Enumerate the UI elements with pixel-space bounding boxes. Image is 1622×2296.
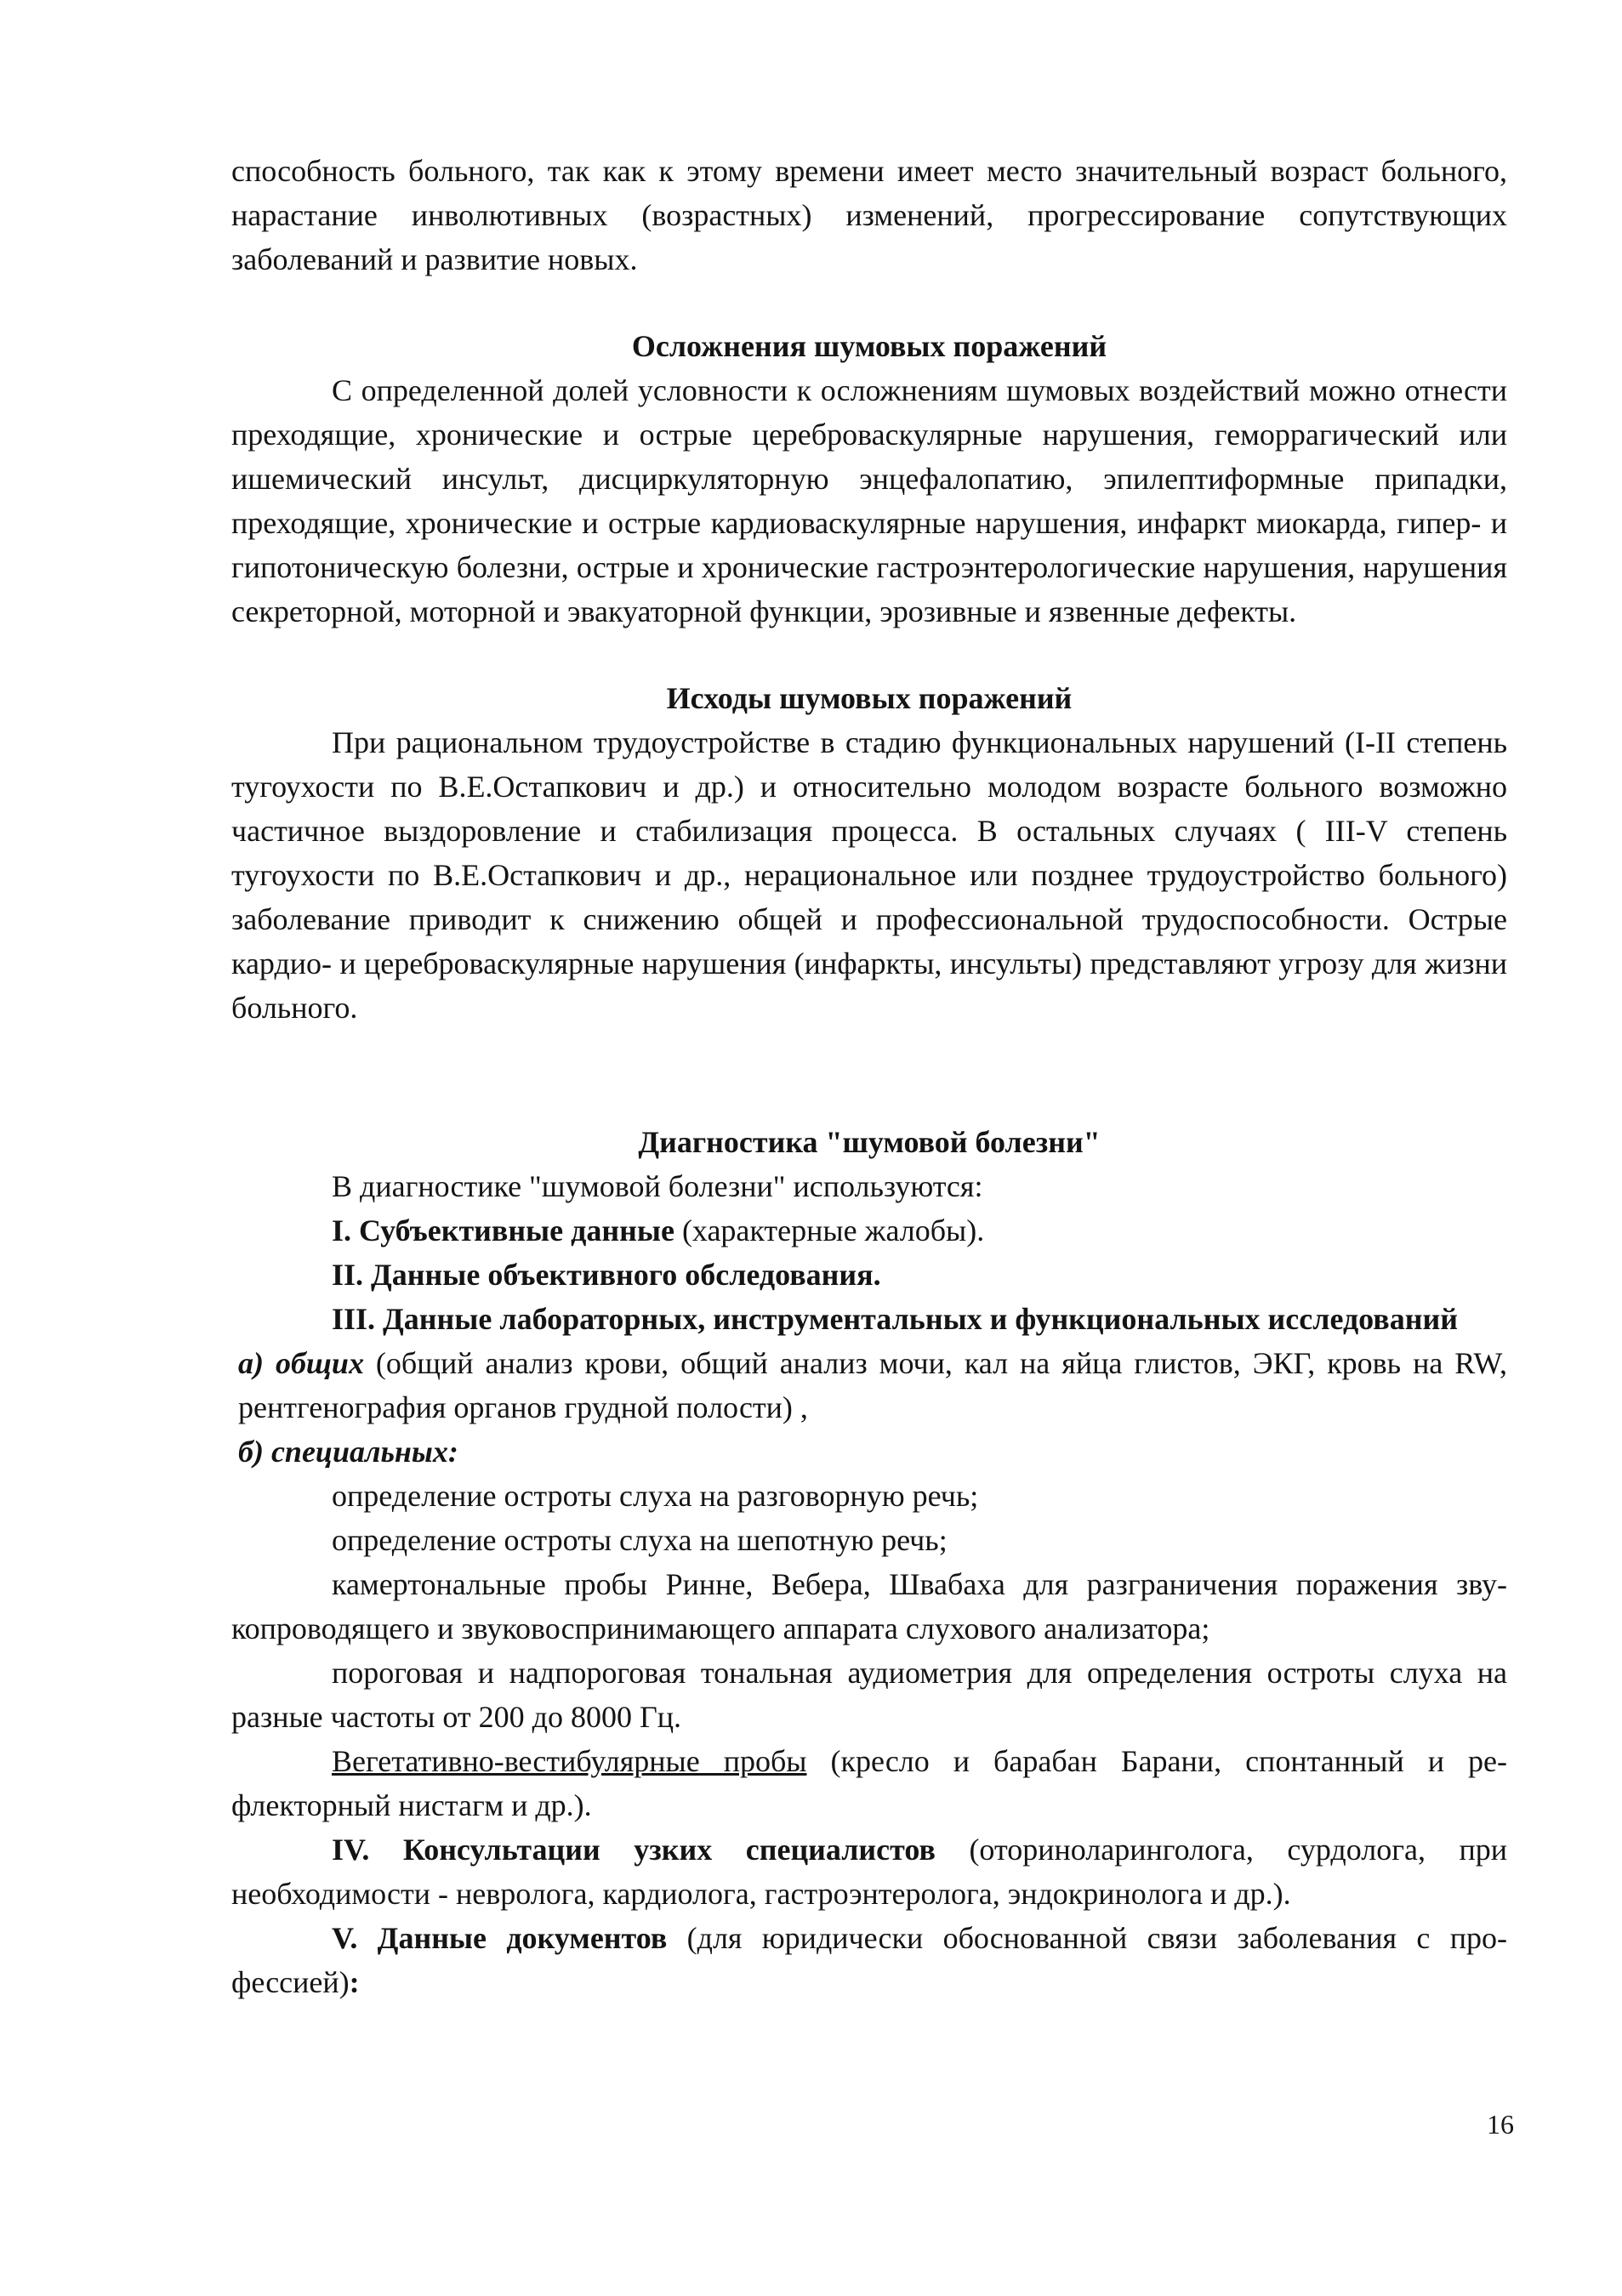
vestibular-tests-text: (кресло и барабан Барани, спонтанный и рефлекторный нистагм и др.). (231, 1744, 1507, 1822)
general-tests-text: (общий анализ крови, общий анализ мочи, кал на яйца глистов, ЭКГ, кровь на RW, рентгенография органов грудной полости) , (238, 1346, 1507, 1424)
item-5-text: (для юридически обоснованной связи заболевания с профессией) (231, 1921, 1507, 1999)
diagnostics-heading: Диагностика "шумовой болезни" (638, 1125, 1101, 1159)
outcomes-heading: Исходы шумовых поражений (666, 681, 1073, 715)
page-number: 16 (1487, 2109, 1514, 2140)
special-test-item: определение остроты слуха на разговорную речь; (332, 1479, 979, 1513)
item-5-title: V. Данные документов (332, 1921, 668, 1955)
diagnostics-item-2 (231, 1253, 1507, 1297)
complications-heading: Осложнения шумовых поражений (631, 329, 1107, 363)
diagnostics-intro: В диагностике "шумовой болезни" используются: (332, 1169, 983, 1203)
outcomes-paragraph: При рациональном трудоустройстве в стадию функциональных нарушений (I-II степень тугоухости по В.Е.Остапкович и др.) и относительно молодом возрасте больного возможно частичное выздоровление и стабилизация процесса. В остальных случаях ( III-V степень тугоухости по В.Е.Остапкович и др., нерациональное или позднее трудоустройство больного) заболевание приводит к снижению общей и профессиональной трудоспособности. Острые кардио- и цереброваскулярные нарушения (инфаркты, инсульты) представляют угрозу для жизни больного. (231, 725, 1507, 1025)
item-4-text: (оториноларинголога, сурдолога, при необходимости - невролога, кардиолога, гастроэнтеролога, эндокринолога и др.). (231, 1833, 1507, 1911)
vestibular-tests-label: Вегетативно-вестибулярные пробы (332, 1744, 807, 1778)
diagnostics-item-1 (231, 1208, 1507, 1253)
item-4-title: IV. Консультации узких специалистов (332, 1833, 936, 1867)
special-tests-label: б) специальных: (238, 1435, 458, 1469)
item-5-colon: : (349, 1965, 360, 1999)
vestibular-tests-paragraph (231, 1739, 1507, 1827)
intro-paragraph: способность больного, так как к этому времени имеет место значительный возраст больного, нарастание инволютивных (возрастных) изменений, прогрессирование сопутствующих заболеваний и развитие новых. (231, 154, 1507, 276)
item-1-title: I. Субъективные данные (332, 1213, 674, 1247)
special-test-item: камертональные пробы Ринне, Вебера, Швабаха для разграничения поражения звукопроводящего и звуковоспринимающего аппарата слухового анализатора; (231, 1567, 1507, 1645)
special-test-item: пороговая и надпороговая тональная аудиометрия для определения остроты слуха на разные частоты от 200 до 8000 Гц. (231, 1656, 1507, 1734)
general-tests-paragraph (238, 1341, 1507, 1429)
diagnostics-item-4 (231, 1827, 1507, 1916)
item-3-title: III. Данные лабораторных, инструментальных и функциональных исследований (332, 1302, 1458, 1336)
diagnostics-item-5 (231, 1916, 1507, 2004)
document-page (231, 149, 1507, 2004)
general-tests-label: а) общих (238, 1346, 364, 1380)
item-2-title: II. Данные объективного обследования. (332, 1258, 881, 1292)
special-test-item: определение остроты слуха на шепотную речь; (332, 1523, 948, 1557)
complications-paragraph: С определенной долей условности к осложнениям шумовых воздействий можно отнести преходящие, хронические и острые цереброваскулярные нарушения, геморрагический или ишемический инсульт, дисциркуляторную энцефалопатию, эпилептиформные припадки, преходящие, хронические и острые кардиоваскулярные нарушения, инфаркт миокарда, гипер- и гипотоническую болезни, острые и хронические гастроэнтерологические нарушения, нарушения секреторной, моторной и эвакуаторной функции, эрозивные и язвенные дефекты. (231, 373, 1507, 628)
diagnostics-item-3 (231, 1297, 1507, 1341)
item-1-text: (характерные жалобы). (674, 1213, 985, 1247)
special-tests-paragraph (238, 1429, 1507, 1474)
